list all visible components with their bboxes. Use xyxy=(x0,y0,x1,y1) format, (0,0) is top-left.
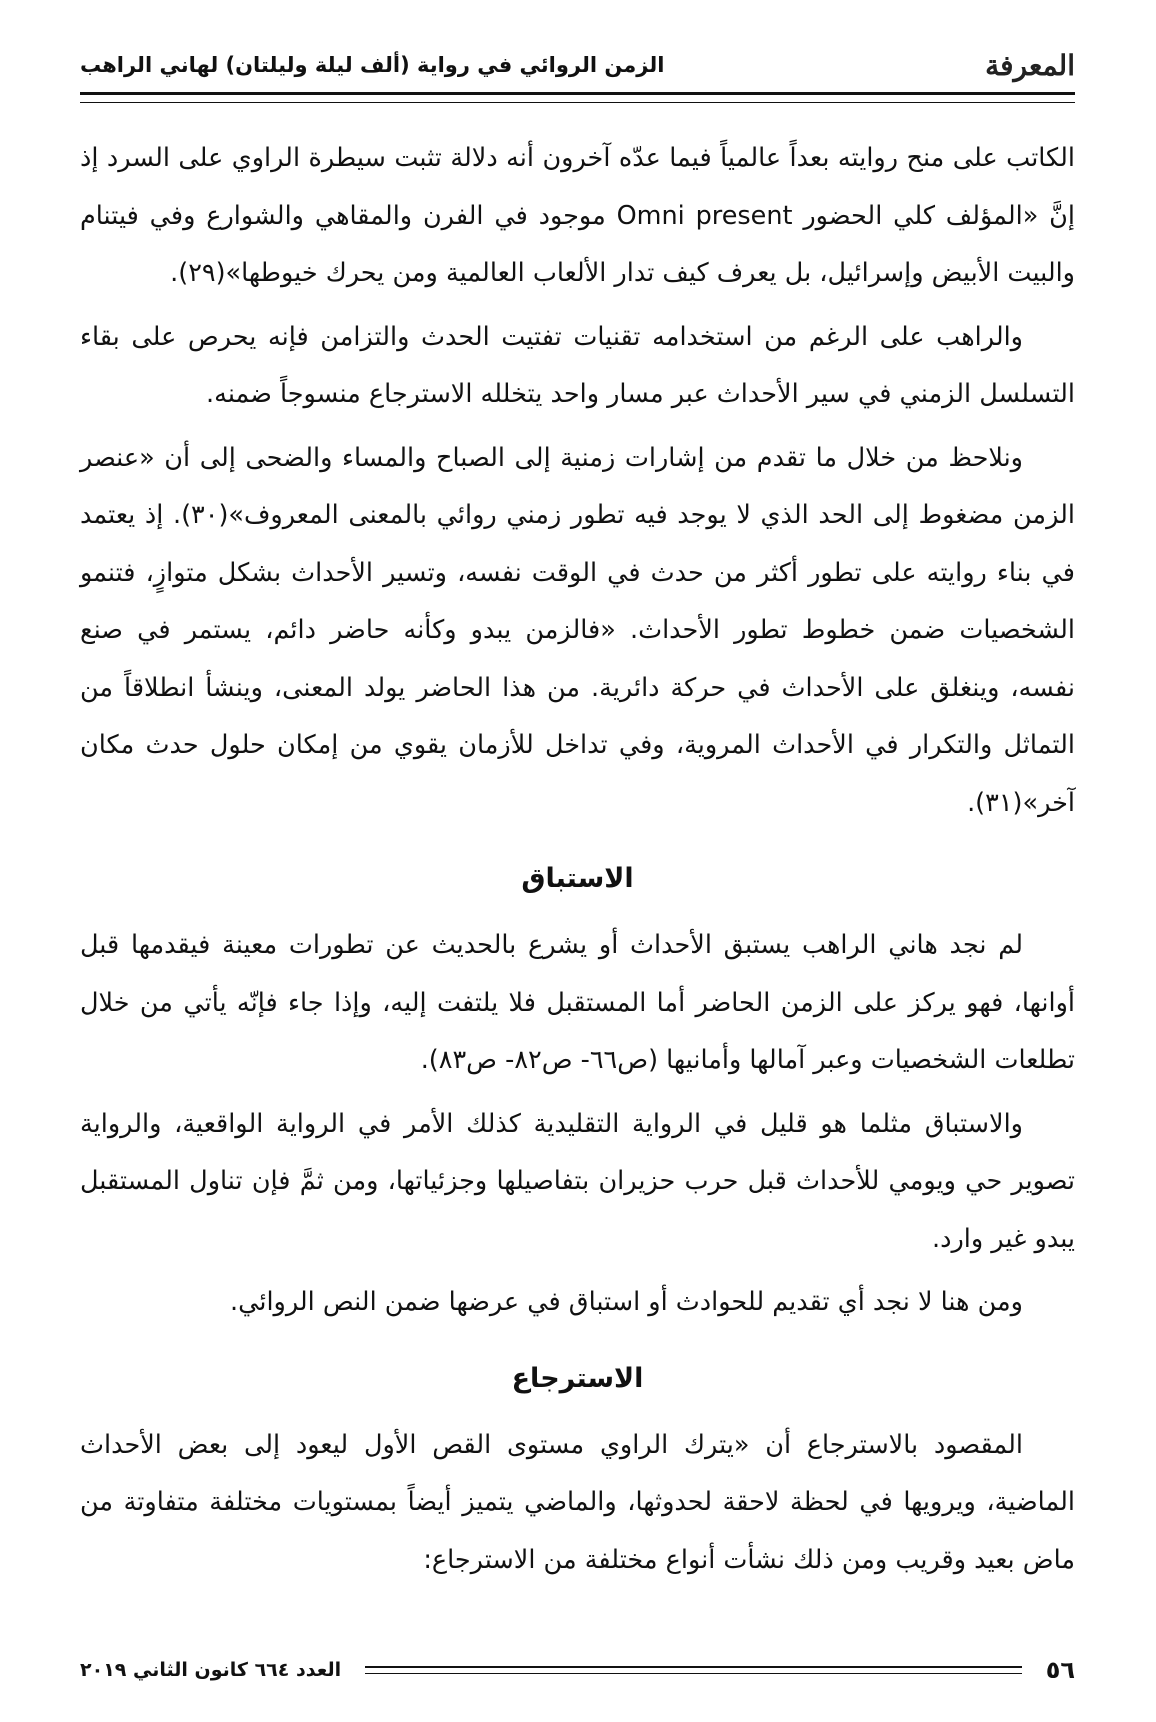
paragraph: لم نجد هاني الراهب يستبق الأحداث أو يشرع بالحديث عن تطورات معينة فيقدمها قبل أوانها، فهو يركز على الزمن الحاضر أما المستقبل فلا يلتفت إليه، وإذا جاء فإنّه يأتي من خلال تطلعات الشخصيات وعبر آمالها وأمانيها (ص٦٦- ص٨٢- ص٨٣). xyxy=(80,930,1075,1075)
paragraph: والاستباق مثلما هو قليل في الرواية التقليدية كذلك الأمر في الرواية الواقعية، والرواية تصوير حي ويومي للأحداث قبل حرب حزيران بتفاصيلها وجزئياتها، ومن ثمَّ فإن تناول المستقبل يبدو غير وارد. xyxy=(80,1108,1075,1254)
header-rule xyxy=(80,92,1075,103)
article-body xyxy=(80,130,1075,1595)
paragraph: الكاتب على منح روايته بعداً عالمياً فيما عدّه آخرون أنه دلالة تثبت سيطرة الراوي على السرد إذ إنَّ «المؤلف كلي الحضور Omni present موجود في الفرن والمقاهي والشوارع وفي فيتنام والبيت الأبيض وإسرائيل، بل يعرف كيف تدار الألعاب العالمية ومن يحرك خيوطها»(٢٩). xyxy=(80,143,1075,288)
journal-logo: المعرفة xyxy=(985,48,1075,82)
page-number: ٥٦ xyxy=(1045,1656,1075,1684)
paragraph: المقصود بالاسترجاع أن «يترك الراوي مستوى القص الأول ليعود إلى بعض الأحداث الماضية، ويرويها في لحظة لاحقة لحدوثها، والماضي يتميز أيضاً بمستويات مختلفة متفاوتة من ماض بعيد وقريب ومن ذلك نشأت أنواع مختلفة من الاسترجاع: xyxy=(80,1429,1075,1575)
section-heading: الاسترجاع xyxy=(511,1362,644,1394)
running-title: الزمن الروائي في رواية (ألف ليلة وليلتان) لهاني الراهب xyxy=(80,53,665,77)
page-header xyxy=(80,40,1075,90)
paragraph: ونلاحظ من خلال ما تقدم من إشارات زمنية إلى الصباح والمساء والضحى إلى أن «عنصر الزمن مضغوط إلى الحد الذي لا يوجد فيه تطور زمني روائي بالمعنى المعروف»(٣٠). إذ يعتمد في بناء روايته على تطور أكثر من حدث في الوقت نفسه، وتسير الأحداث بشكل متوازٍ، فتنمو الشخصيات ضمن خطوط تطور الأحداث. «فالزمن يبدو وكأنه حاضر دائم، يستمر في صنع نفسه، وينغلق على الأحداث في حركة دائرية. من هذا الحاضر يولد المعنى، وينشأ انطلاقاً من التماثل والتكرار في الأحداث المروية، وفي تداخل للأزمان يقوي من إمكان حلول حدث مكان آخر»(٣١). xyxy=(80,442,1075,818)
paragraph: ومن هنا لا نجد أي تقديم للحوادث أو استباق في عرضها ضمن النص الروائي. xyxy=(229,1287,1023,1317)
issue-info: العدد ٦٦٤ كانون الثاني ٢٠١٩ xyxy=(80,1659,342,1681)
page-footer xyxy=(80,1652,1075,1688)
footer-rule xyxy=(365,1666,1022,1674)
paragraph: والراهب على الرغم من استخدامه تقنيات تفتيت الحدث والتزامن فإنه يحرص على بقاء التسلسل الزمني في سير الأحداث عبر مسار واحد يتخلله الاسترجاع منسوجاً ضمنه. xyxy=(80,321,1075,409)
section-heading: الاستباق xyxy=(521,863,634,894)
